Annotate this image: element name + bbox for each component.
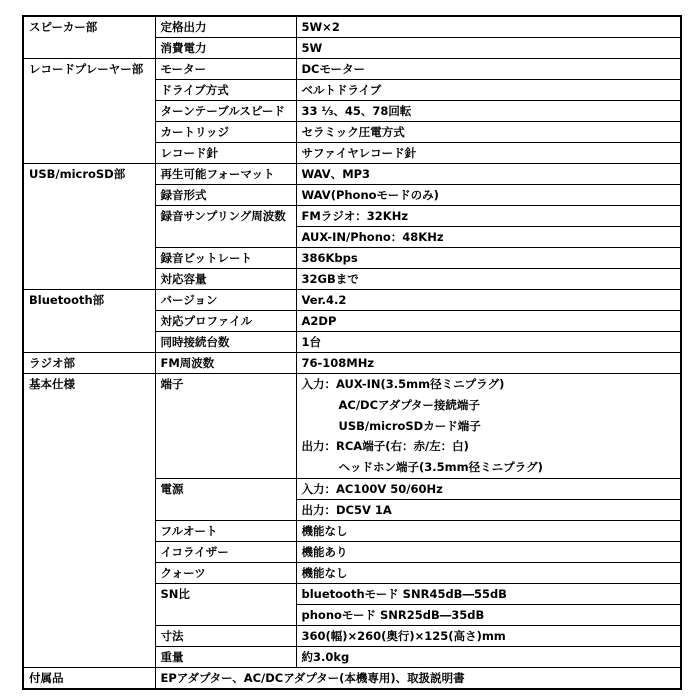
table-row (23, 164, 681, 185)
terminal-line: 出力：RCA端子(右：赤/左：白) (301, 439, 469, 454)
spec-value: 5W×2 (296, 16, 681, 38)
spec-value: 機能なし (296, 520, 681, 541)
spec-value: 出力：DC5V 1A (296, 499, 681, 520)
spec-value: FMラジオ：32KHz (296, 206, 681, 227)
spec-value: 1台 (296, 332, 681, 353)
spec-value: セラミック圧電方式 (296, 122, 681, 143)
spec-value: DCモーター (296, 59, 681, 80)
table-row (23, 290, 681, 311)
spec-value: 機能なし (296, 562, 681, 583)
spec-label: FM周波数 (155, 353, 296, 374)
spec-value-terminal (296, 374, 681, 479)
section-basic: 基本仕様 (23, 374, 155, 668)
section-radio: ラジオ部 (23, 353, 155, 374)
terminal-line: ヘッドホン端子(3.5mm径ミニプラグ) (338, 460, 543, 475)
spec-label: 電源 (155, 478, 296, 520)
spec-value: WAV(Phonoモードのみ) (296, 185, 681, 206)
spec-value: 32GBまで (296, 269, 681, 290)
spec-label: フルオート (155, 520, 296, 541)
spec-label: 録音形式 (155, 185, 296, 206)
spec-label: イコライザー (155, 541, 296, 562)
spec-label: ターンテーブルスピード (155, 101, 296, 122)
spec-value: bluetoothモード SNR45dB―55dB (296, 583, 681, 604)
spec-value: 76-108MHz (296, 353, 681, 374)
table-row (23, 667, 681, 689)
section-accessories: 付属品 (23, 667, 155, 689)
section-bluetooth: Bluetooth部 (23, 290, 155, 353)
table-row (23, 16, 681, 38)
spec-label: レコード針 (155, 143, 296, 164)
spec-value-accessories: EPアダプター、AC/DCアダプター(本機専用)、取扱説明書 (155, 667, 681, 689)
table-row (23, 353, 681, 374)
spec-value: サファイヤレコード針 (296, 143, 681, 164)
terminal-line: USB/microSDカード端子 (338, 418, 481, 433)
spec-label: バージョン (155, 290, 296, 311)
spec-label: SN比 (155, 583, 296, 625)
spec-label: 寸法 (155, 625, 296, 646)
spec-table (22, 15, 682, 690)
spec-label: 定格出力 (155, 16, 296, 38)
spec-label: 録音サンプリング周波数 (155, 206, 296, 248)
spec-label: モーター (155, 59, 296, 80)
spec-value: A2DP (296, 311, 681, 332)
spec-value: ベルトドライブ (296, 80, 681, 101)
spec-value: 360(幅)×260(奥行)×125(高さ)mm (296, 625, 681, 646)
spec-value: 約3.0kg (296, 646, 681, 667)
spec-label: 消費電力 (155, 38, 296, 59)
spec-label: 再生可能フォーマット (155, 164, 296, 185)
spec-label: 対応プロファイル (155, 311, 296, 332)
spec-value: AUX-IN/Phono：48KHz (296, 227, 681, 248)
spec-label: カートリッジ (155, 122, 296, 143)
section-usb: USB/microSD部 (23, 164, 155, 290)
spec-value: 5W (296, 38, 681, 59)
spec-value: 機能あり (296, 541, 681, 562)
spec-label: 録音ビットレート (155, 248, 296, 269)
section-record-player: レコードプレーヤー部 (23, 59, 155, 164)
spec-value: 33 ⅓、45、78回転 (296, 101, 681, 122)
spec-label: クォーツ (155, 562, 296, 583)
table-row (23, 59, 681, 80)
spec-label: 端子 (155, 374, 296, 479)
section-speaker: スピーカー部 (23, 16, 155, 59)
spec-value: Ver.4.2 (296, 290, 681, 311)
table-row (23, 374, 681, 479)
terminal-line: 入力：AUX-IN(3.5mm径ミニプラグ) (301, 377, 505, 391)
terminal-line: AC/DCアダプター接続端子 (338, 397, 480, 412)
spec-value: phonoモード SNR25dB―35dB (296, 604, 681, 625)
spec-label: 対応容量 (155, 269, 296, 290)
spec-value: 386Kbps (296, 248, 681, 269)
spec-value: 入力：AC100V 50/60Hz (296, 478, 681, 499)
spec-value: WAV、MP3 (296, 164, 681, 185)
spec-label: 同時接続台数 (155, 332, 296, 353)
spec-label: ドライブ方式 (155, 80, 296, 101)
spec-label: 重量 (155, 646, 296, 667)
